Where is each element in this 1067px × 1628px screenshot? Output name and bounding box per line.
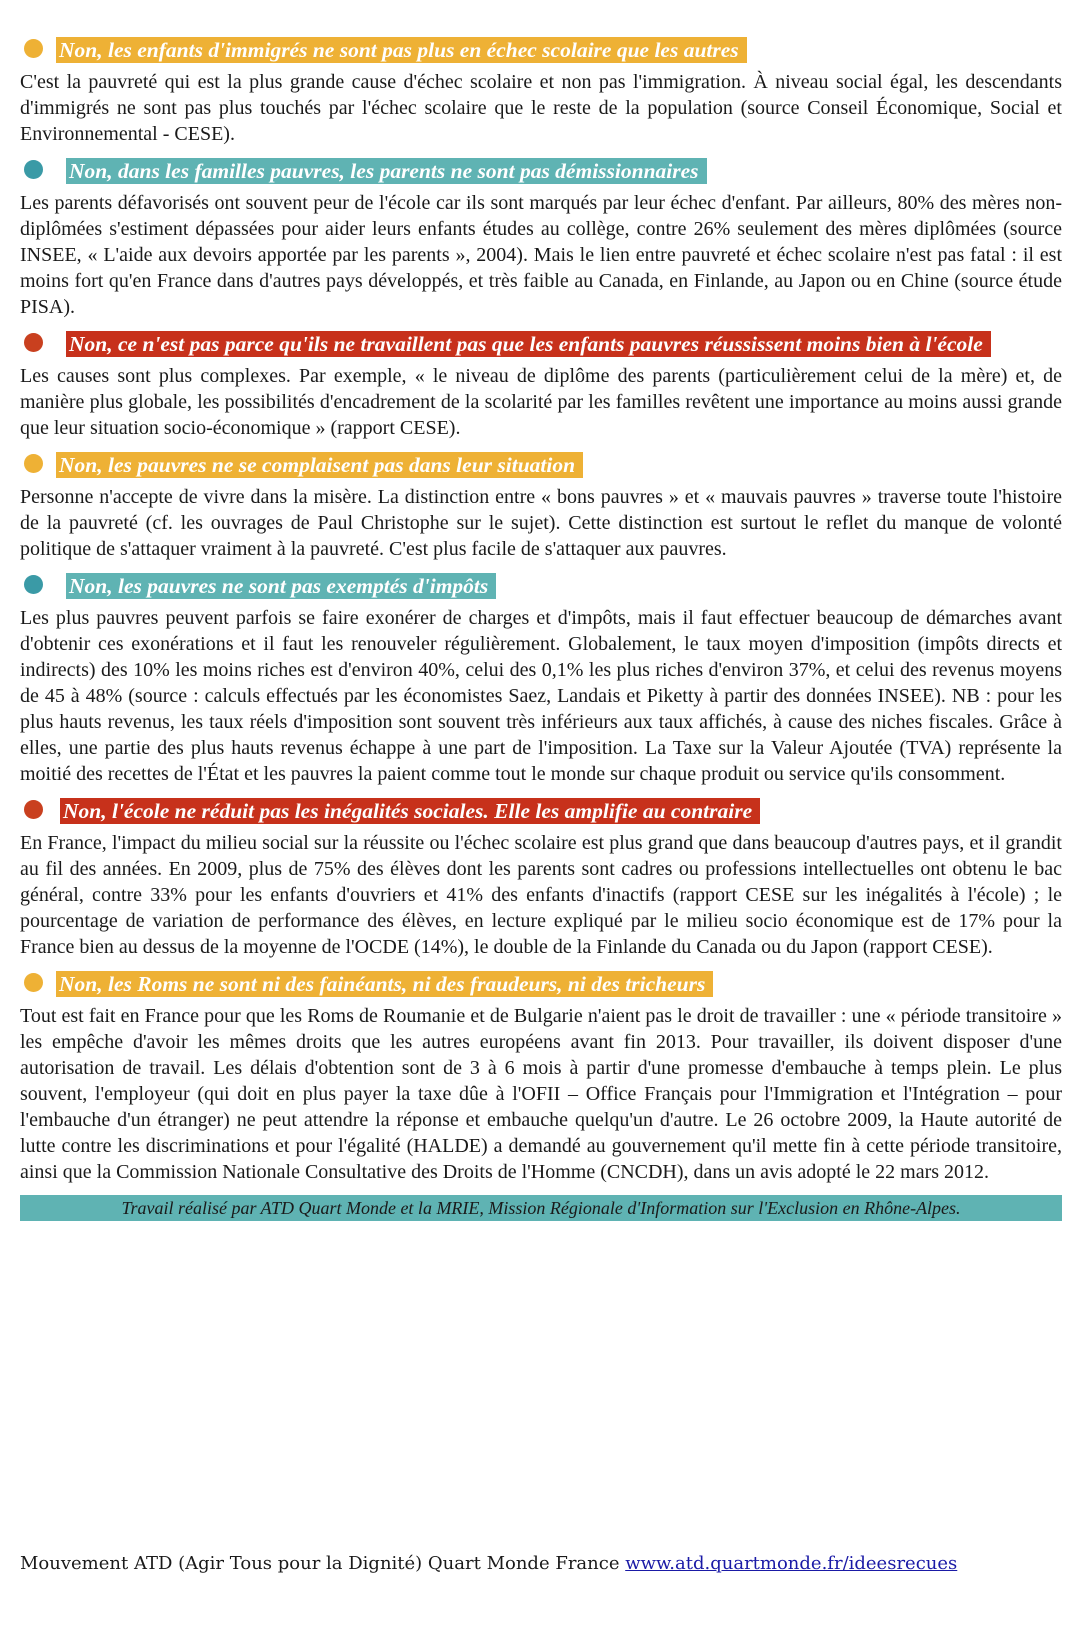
section-heading	[20, 797, 1062, 825]
section-heading-text: Non, les enfants d'immigrés ne sont pas plus en échec scolaire que les autres	[56, 37, 747, 63]
section-body: Les parents défavorisés ont souvent peur de l'école car ils sont marqués par leur échec d'enfant. Par ailleurs, 80% des mères non-diplômées s'estiment dépassées pour aider leurs enfants études au collège, contre 26% seulement des mères diplômées (source INSEE, « L'aide aux devoirs apportée par les parents », 2004). Mais le lien entre pauvreté et échec scolaire n'est pas fatal : il est moins fort qu'en France dans d'autres pays développés, et très faible au Canada, en Finlande, au Japon ou en Chine (source étude PISA).	[20, 192, 1062, 318]
section-heading-text: Non, les Roms ne sont ni des fainéants, ni des fraudeurs, ni des tricheurs	[56, 971, 713, 997]
bullet-dot-icon	[24, 575, 43, 594]
section-ecole-inegalites	[20, 797, 1062, 960]
section-roms	[20, 970, 1062, 1185]
section-heading	[20, 36, 1062, 64]
section-heading-text: Non, ce n'est pas parce qu'ils ne travaillent pas que les enfants pauvres réussissent moins bien à l'école	[66, 331, 991, 357]
section-heading-text: Non, l'école ne réduit pas les inégalités sociales. Elle les amplifie au contraire	[60, 798, 760, 824]
section-heading	[20, 572, 1062, 600]
footer-link[interactable]: www.atd.quartmonde.fr/ideesrecues	[625, 1553, 958, 1574]
credit-banner: Travail réalisé par ATD Quart Monde et la MRIE, Mission Régionale d'Information sur l'Exclusion en Rhône-Alpes.	[20, 1195, 1062, 1221]
section-complaisance	[20, 451, 1062, 562]
section-heading	[20, 451, 1062, 479]
bullet-dot-icon	[24, 39, 43, 58]
bullet-dot-icon	[24, 160, 43, 179]
section-impots	[20, 572, 1062, 787]
section-heading	[20, 970, 1062, 998]
section-heading-text: Non, les pauvres ne sont pas exemptés d'impôts	[66, 573, 496, 599]
section-heading	[20, 157, 1062, 185]
bullet-dot-icon	[24, 454, 43, 473]
section-heading	[20, 330, 1062, 358]
section-body: Tout est fait en France pour que les Roms de Roumanie et de Bulgarie n'aient pas le droit de travailler : une « période transitoire » les empêche d'avoir les mêmes droits que les autres européens avant fin 2013. Pour travailler, ils doivent disposer d'une autorisation de travail. Les délais d'obtention sont de 3 à 6 mois à partir d'une promesse d'embauche à temps plein. Le plus souvent, l'employeur (qui doit en plus payer la taxe dûe à l'OFII – Office Français pour l'Immigration et l'Intégration – pour l'embauche d'un étranger) ne peut attendre la réponse et embauche quelqu'un d'autre. Le 26 octobre 2009, la Haute autorité de lutte contre les discriminations et pour l'égalité (HALDE) a demandé au gouvernement qu'il mette fin à cette période transitoire, ainsi que la Commission Nationale Consultative des Droits de l'Homme (CNCDH), dans un avis adopté le 22 mars 2012.	[20, 1005, 1062, 1183]
section-body: Les causes sont plus complexes. Par exemple, « le niveau de diplôme des parents (particulièrement celui de la mère) et, de manière plus globale, les possibilités d'encadrement de la scolarité par les familles revêtent une importance au moins aussi grande que leur situation socio-économique » (rapport CESE).	[20, 365, 1062, 439]
bullet-dot-icon	[24, 800, 43, 819]
document-content	[20, 36, 1062, 1221]
bullet-dot-icon	[24, 973, 43, 992]
section-travail-enfants	[20, 330, 1062, 441]
section-heading-text: Non, les pauvres ne se complaisent pas dans leur situation	[56, 452, 583, 478]
section-body: Personne n'accepte de vivre dans la misère. La distinction entre « bons pauvres » et « mauvais pauvres » traverse toute l'histoire de la pauvreté (cf. les ouvrages de Paul Christophe sur le sujet). Cette distinction est surtout le reflet du manque de volonté politique de s'attaquer vraiment à la pauvreté. C'est plus facile de s'attaquer aux pauvres.	[20, 486, 1062, 560]
section-body: En France, l'impact du milieu social sur la réussite ou l'échec scolaire est plus grand que dans beaucoup d'autres pays, et il grandit au fil des années. En 2009, plus de 75% des élèves dont les parents sont cadres ou professions intellectuelles ont obtenu le bac général, contre 33% pour les enfants d'ouvriers et 41% des enfants d'inactifs (rapport CESE sur les inégalités à l'école) ; le pourcentage de variation de performance des élèves, en lecture expliqué par le milieu socio économique est de 17% pour la France bien au dessus de la moyenne de l'OCDE (14%), le double de la Finlande du Canada ou du Japon (rapport CESE).	[20, 832, 1062, 958]
footer-text: Mouvement ATD (Agir Tous pour la Dignité) Quart Monde France	[20, 1553, 626, 1574]
section-heading-text: Non, dans les familles pauvres, les parents ne sont pas démissionnaires	[66, 158, 707, 184]
footer	[20, 1552, 957, 1576]
section-parents	[20, 157, 1062, 320]
section-body: C'est la pauvreté qui est la plus grande cause d'échec scolaire et non pas l'immigration. À niveau social égal, les descendants d'immigrés ne sont pas plus touchés par l'échec scolaire que le reste de la population (source Conseil Économique, Social et Environnemental - CESE).	[20, 71, 1062, 145]
bullet-dot-icon	[24, 333, 43, 352]
section-immigres	[20, 36, 1062, 147]
section-body: Les plus pauvres peuvent parfois se faire exonérer de charges et d'impôts, mais il faut effectuer beaucoup de démarches avant d'obtenir ces exonérations et il faut les renouveler régulièrement. Globalement, le taux moyen d'imposition (impôts directs et indirects) des 10% les moins riches est d'environ 40%, celui des 0,1% les plus riches d'environ 37%, et celui des revenus moyens de 45 à 48% (source : calculs effectués par les économistes Saez, Landais et Piketty à partir des données INSEE). NB : pour les plus hauts revenus, les taux réels d'imposition sont souvent très inférieurs aux taux affichés, à cause des niches fiscales. Grâce à elles, une partie des plus hauts revenus échappe à une part de l'imposition. La Taxe sur la Valeur Ajoutée (TVA) représente la moitié des recettes de l'État et les pauvres la paient comme tout le monde sur chaque produit ou service qu'ils consomment.	[20, 607, 1062, 785]
